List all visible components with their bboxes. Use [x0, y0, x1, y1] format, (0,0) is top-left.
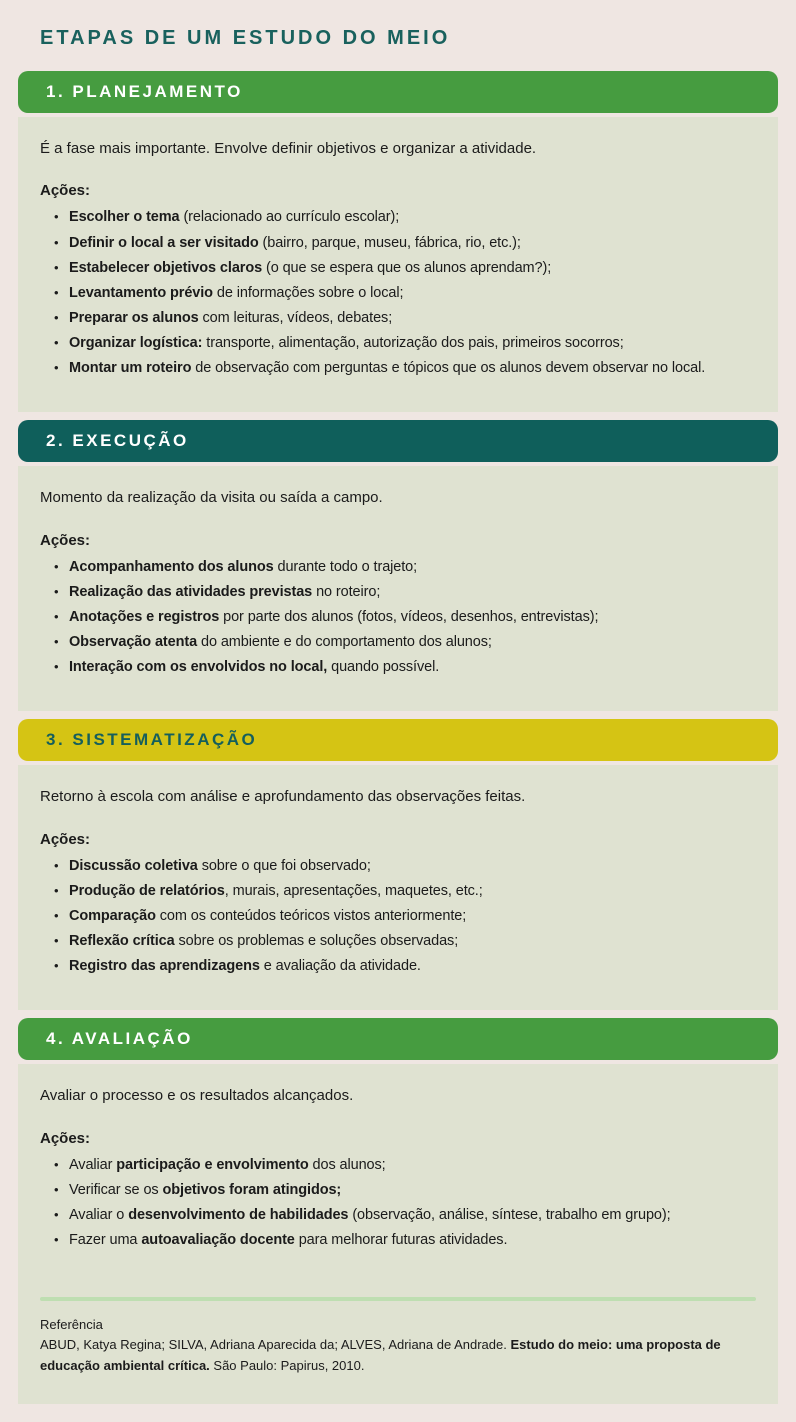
- action-item-rest: e avaliação da atividade.: [259, 958, 421, 975]
- action-item-rest: do ambiente e do comportamento dos alunos;: [197, 634, 492, 651]
- stage-intro-text: Avaliar o processo e os resultados alcançados.: [40, 1087, 354, 1105]
- action-item-rest: quando possível.: [327, 659, 440, 676]
- action-item: [54, 633, 756, 651]
- action-item: [54, 932, 756, 950]
- action-item-prefix: Verificar se os: [69, 1182, 163, 1198]
- stage-body-panel: [18, 765, 778, 1010]
- action-item: [54, 558, 756, 576]
- action-item-bold: Levantamento prévio: [69, 284, 213, 301]
- action-item: [54, 259, 756, 277]
- action-item-rest: durante todo o trajeto;: [273, 558, 418, 575]
- action-item-bold: Preparar os alunos: [69, 309, 199, 326]
- reference-publisher: São Paulo: Papirus, 2010.: [209, 1357, 365, 1373]
- action-item: [54, 857, 756, 875]
- actions-label: Ações:: [40, 182, 91, 200]
- action-item: [54, 1231, 756, 1249]
- stage-header-bar: [18, 719, 778, 761]
- actions-label: Ações:: [40, 830, 91, 848]
- action-item-bold: objetivos foram atingidos;: [162, 1182, 342, 1198]
- actions-label: Ações:: [40, 1129, 91, 1147]
- action-item-bold: Observação atenta: [69, 634, 198, 651]
- reference-label: Referência: [40, 1317, 103, 1333]
- action-item-bold: Montar um roteiro: [69, 360, 192, 377]
- action-item: [54, 359, 756, 377]
- actions-list: [40, 857, 756, 976]
- action-item: [54, 1181, 756, 1199]
- action-item-bold: Interação com os envolvidos no local,: [69, 659, 328, 676]
- stage-section: [18, 719, 778, 1010]
- action-item-bold: Registro das aprendizagens: [69, 958, 260, 975]
- action-item: [54, 608, 756, 626]
- stage-section: [18, 1018, 778, 1403]
- actions-list: [40, 208, 756, 377]
- action-item-rest: com leituras, vídeos, debates;: [198, 309, 393, 326]
- action-item-rest: (o que se espera que os alunos aprendam?);: [262, 259, 552, 276]
- action-item-bold: Organizar logística:: [69, 335, 203, 352]
- action-item: [54, 208, 756, 226]
- action-item-rest: (bairro, parque, museu, fábrica, rio, etc.);: [258, 234, 521, 251]
- action-item-prefix: Fazer uma: [69, 1232, 142, 1249]
- action-item: [54, 234, 756, 252]
- action-item: [54, 658, 756, 676]
- action-item-bold: Estabelecer objetivos claros: [69, 259, 263, 276]
- action-item-bold: Realização das atividades previstas: [69, 583, 313, 600]
- action-item: [54, 1206, 756, 1224]
- reference-block: [40, 1297, 756, 1375]
- action-item-bold: Escolher o tema: [69, 209, 180, 226]
- action-item-rest: , murais, apresentações, maquetes, etc.;: [224, 882, 483, 899]
- action-item: [54, 583, 756, 601]
- action-item-bold: Comparação: [69, 908, 156, 925]
- action-item: [54, 882, 756, 900]
- action-item-rest: no roteiro;: [312, 583, 381, 600]
- action-item-rest: (observação, análise, síntese, trabalho em grupo);: [348, 1207, 671, 1224]
- stage-header-label: 3. SISTEMATIZAÇÃO: [46, 730, 258, 750]
- action-item-rest: de observação com perguntas e tópicos que os alunos devem observar no local.: [191, 360, 706, 377]
- actions-label: Ações:: [40, 531, 91, 549]
- stage-header-label: 2. EXECUÇÃO: [46, 431, 189, 451]
- action-item: [54, 957, 756, 975]
- action-item-bold: Anotações e registros: [69, 609, 220, 625]
- stage-body-panel: [18, 466, 778, 711]
- action-item-rest: (relacionado ao currículo escolar);: [179, 209, 400, 226]
- stage-intro-text: É a fase mais importante. Envolve definir objetivos e organizar a atividade.: [40, 139, 537, 157]
- stage-intro-text: Retorno à escola com análise e aprofundamento das observações feitas.: [40, 788, 526, 806]
- action-item-bold: Acompanhamento dos alunos: [69, 558, 274, 575]
- stage-header-bar: [18, 420, 778, 462]
- action-item-rest: sobre o que foi observado;: [197, 857, 371, 874]
- action-item-bold: Produção de relatórios: [69, 882, 225, 899]
- reference-text: [40, 1335, 756, 1375]
- stage-body-panel: [18, 117, 778, 413]
- action-item-bold: participação e envolvimento: [116, 1156, 309, 1173]
- action-item-bold: autoavaliação docente: [141, 1232, 295, 1249]
- actions-list: [40, 558, 756, 677]
- page-title: ETAPAS DE UM ESTUDO DO MEIO: [40, 27, 451, 49]
- action-item-bold: Definir o local a ser visitado: [69, 234, 259, 251]
- action-item-rest: sobre os problemas e soluções observadas;: [174, 933, 459, 950]
- action-item-prefix: Avaliar: [69, 1156, 117, 1173]
- action-item-rest: dos alunos;: [308, 1156, 386, 1173]
- action-item: [54, 284, 756, 302]
- stage-section: [18, 71, 778, 412]
- actions-list: [40, 1156, 756, 1250]
- stage-section: [18, 420, 778, 711]
- action-item-rest: de informações sobre o local;: [212, 284, 404, 301]
- reference-title-bold: Estudo do meio: uma proposta de educação ambiental crítica.: [40, 1337, 721, 1373]
- stage-header-bar: [18, 1018, 778, 1060]
- action-item-rest: com os conteúdos teóricos vistos anteriormente;: [155, 908, 467, 925]
- stage-header-bar: [18, 71, 778, 113]
- action-item-rest: para melhorar futuras atividades.: [294, 1232, 508, 1249]
- action-item-bold: desenvolvimento de habilidades: [128, 1207, 349, 1224]
- action-item: [54, 1156, 756, 1174]
- action-item: [54, 309, 756, 327]
- action-item: [54, 907, 756, 925]
- action-item: [54, 334, 756, 352]
- sections-container: [18, 71, 778, 1404]
- reference-divider: [40, 1297, 756, 1301]
- action-item-rest: por parte dos alunos (fotos, vídeos, desenhos, entrevistas);: [219, 609, 599, 625]
- action-item-rest: transporte, alimentação, autorização dos pais, primeiros socorros;: [202, 335, 624, 352]
- stage-body-panel: [18, 1064, 778, 1404]
- stage-intro-text: Momento da realização da visita ou saída a campo.: [40, 489, 383, 506]
- stage-header-label: 4. AVALIAÇÃO: [46, 1029, 193, 1049]
- action-item-bold: Discussão coletiva: [69, 857, 198, 874]
- action-item-bold: Reflexão crítica: [69, 933, 175, 950]
- stage-header-label: 1. PLANEJAMENTO: [46, 82, 243, 101]
- reference-authors: ABUD, Katya Regina; SILVA, Adriana Aparecida da; ALVES, Adriana de Andrade.: [40, 1337, 511, 1353]
- action-item-prefix: Avaliar o: [69, 1207, 129, 1224]
